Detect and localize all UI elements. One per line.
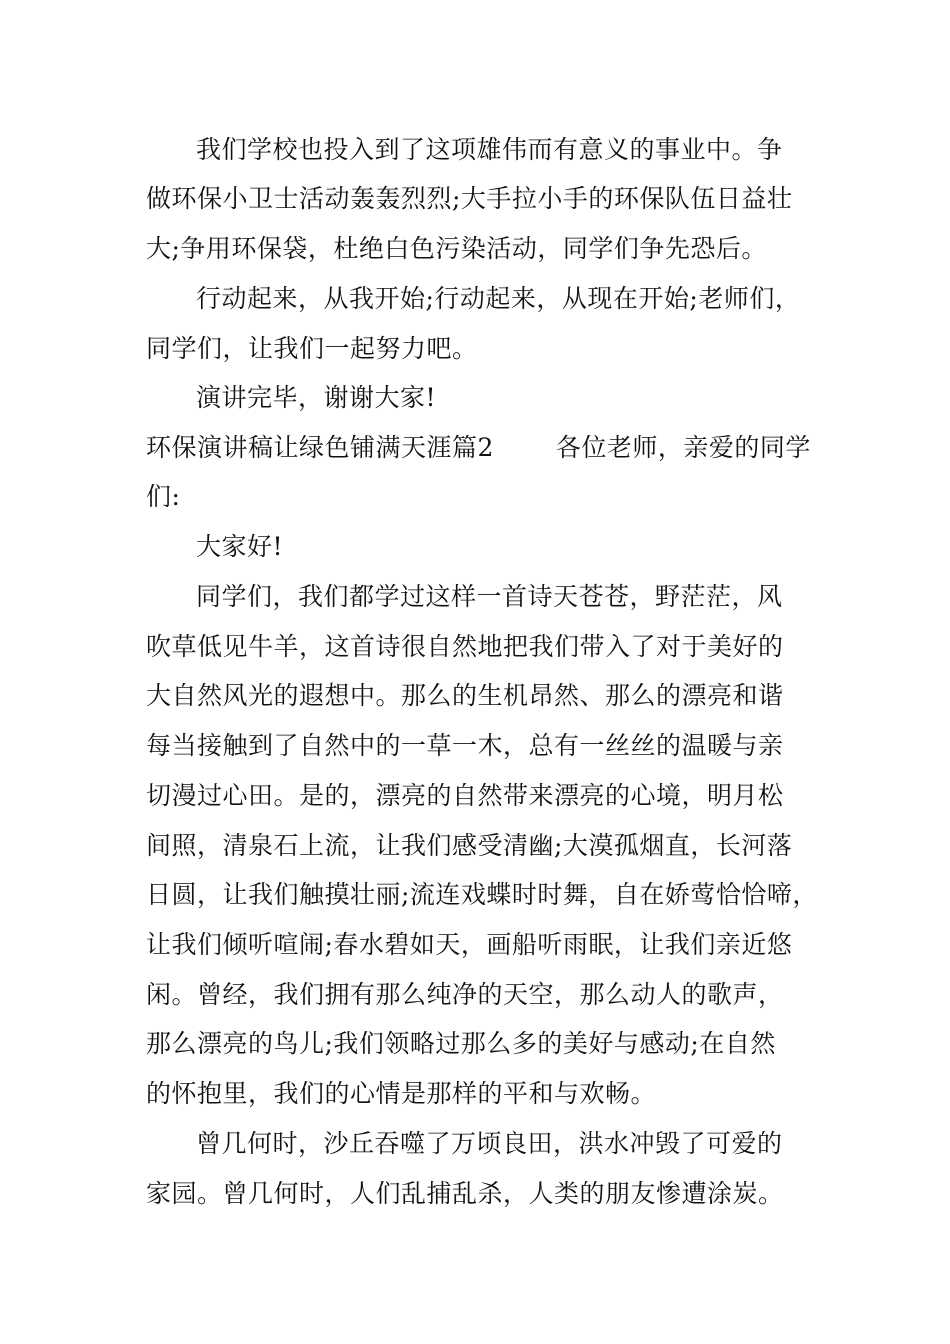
text-line: 那么漂亮的鸟儿;我们领略过那么多的美好与感动;在自然 bbox=[146, 1029, 776, 1058]
text-line: 大自然风光的遐想中。那么的生机昂然、那么的漂亮和谐 bbox=[146, 681, 784, 710]
text-line: 让我们倾听喧闹;春水碧如天，画船听雨眠，让我们亲近悠 bbox=[146, 930, 793, 959]
section-title: 环保演讲稿让绿色铺满天涯篇2 bbox=[146, 433, 494, 462]
text-line: 闲。曾经，我们拥有那么纯净的天空，那么动人的歌声， bbox=[146, 980, 784, 1009]
text-line: 我们学校也投入到了这项雄伟而有意义的事业中。争 bbox=[196, 135, 783, 164]
text-line: 同学们，我们都学过这样一首诗天苍苍，野茫茫，风 bbox=[196, 582, 783, 611]
text-line: 同学们，让我们一起努力吧。 bbox=[146, 334, 478, 363]
text-line: 切漫过心田。是的，漂亮的自然带来漂亮的心境，明月松 bbox=[146, 781, 784, 810]
text-line: 日圆，让我们触摸壮丽;流连戏蝶时时舞，自在娇莺恰恰啼， bbox=[146, 880, 818, 909]
text-line: 每当接触到了自然中的一草一木，总有一丝丝的温暖与亲 bbox=[146, 731, 784, 760]
text-line: 大家好! bbox=[196, 532, 284, 561]
text-line: 大;争用环保袋，杜绝白色污染活动，同学们争先恐后。 bbox=[146, 234, 767, 263]
text-line: 做环保小卫士活动轰轰烈烈;大手拉小手的环保队伍日益壮 bbox=[146, 184, 793, 213]
text-line: 间照，清泉石上流，让我们感受清幽;大漠孤烟直，长河落 bbox=[146, 831, 793, 860]
text-line: 行动起来，从我开始;行动起来，从现在开始;老师们， bbox=[196, 284, 801, 313]
text-line: 演讲完毕，谢谢大家! bbox=[196, 383, 437, 412]
section-title-line bbox=[146, 430, 811, 466]
text-line: 的怀抱里，我们的心情是那样的平和与欢畅。 bbox=[146, 1079, 657, 1108]
text-line: 家园。曾几何时，人们乱捕乱杀，人类的朋友惨遭涂炭。 bbox=[146, 1179, 784, 1208]
salutation: 各位老师，亲爱的同学 bbox=[555, 433, 811, 462]
text-line: 吹草低见牛羊，这首诗很自然地把我们带入了对于美好的 bbox=[146, 632, 784, 661]
text-line: 们: bbox=[146, 482, 181, 511]
text-line: 曾几何时，沙丘吞噬了万顷良田，洪水冲毁了可爱的 bbox=[196, 1129, 783, 1158]
